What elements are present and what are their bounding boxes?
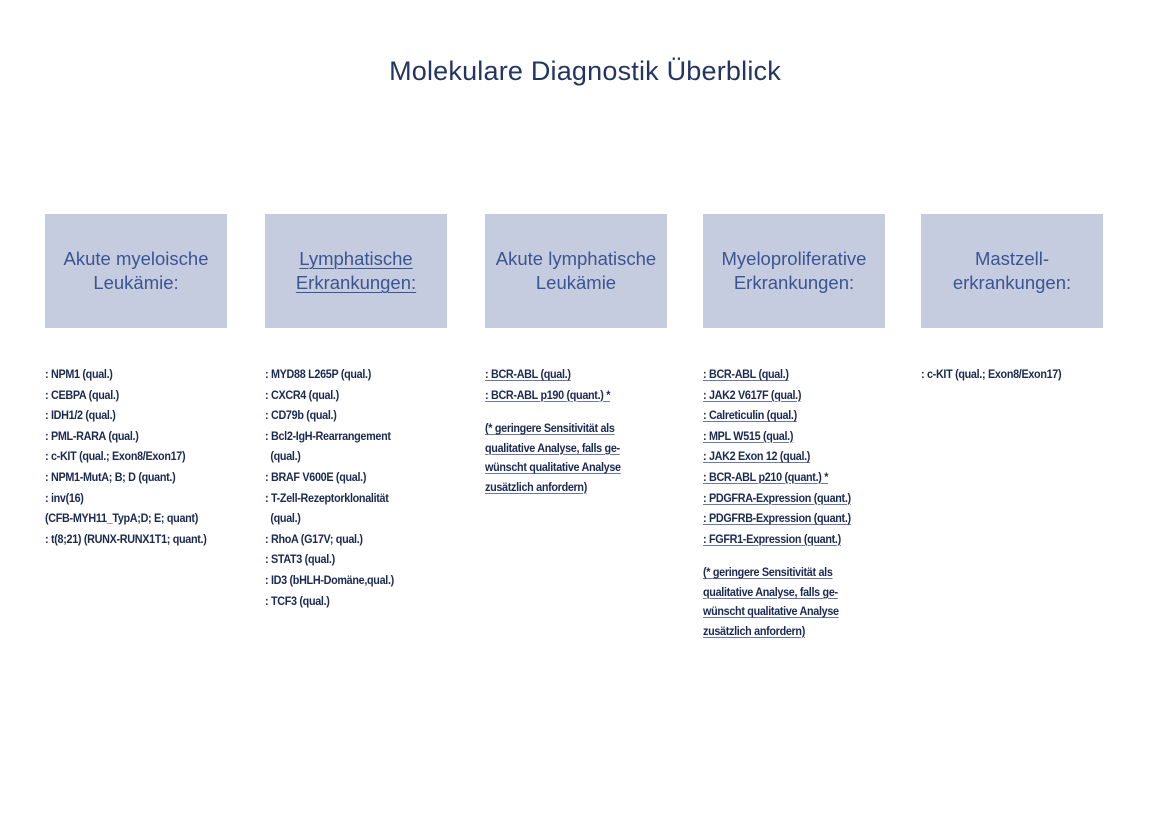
test-item[interactable]: : Calreticulin (qual.)	[703, 408, 797, 423]
test-item: : Bcl2-IgH-Rearrangement	[265, 428, 391, 443]
sensitivity-note	[485, 419, 685, 497]
note-line[interactable]: qualitative Analyse, falls ge-	[703, 584, 838, 599]
test-item: : NPM1 (qual.)	[45, 367, 113, 381]
test-item: : NPM1-MutA; B; D (quant.)	[45, 469, 176, 484]
category-column-lymphatic	[265, 214, 447, 611]
category-column-all	[485, 214, 667, 497]
note-line[interactable]: (* geringere Sensitivität als	[485, 421, 615, 436]
test-item: : TCF3 (qual.)	[265, 593, 330, 608]
test-item: : ID3 (bHLH-Domäne,qual.)	[265, 572, 394, 587]
category-column-aml	[45, 214, 227, 549]
test-item: : CEBPA (qual.)	[45, 387, 119, 402]
category-header-all: Akute lymphatische Leukämie	[495, 248, 657, 293]
note-line[interactable]: (* geringere Sensitivität als	[703, 565, 833, 580]
test-item[interactable]: : BCR-ABL p190 (quant.) *	[485, 387, 611, 402]
test-item[interactable]: : FGFR1-Expression (quant.)	[703, 531, 841, 546]
category-column-mastcell	[921, 214, 1103, 385]
note-line[interactable]: wünscht qualitative Analyse	[703, 604, 839, 619]
test-item: : BRAF V600E (qual.)	[265, 469, 367, 484]
test-item: : IDH1/2 (qual.)	[45, 408, 116, 423]
note-line[interactable]: qualitative Analyse, falls ge-	[485, 440, 620, 455]
test-list-mpn	[703, 364, 903, 549]
test-list-all	[485, 364, 685, 405]
test-item[interactable]: : JAK2 V617F (qual.)	[703, 387, 802, 402]
test-item[interactable]: : PDGFRA-Expression (quant.)	[703, 490, 851, 505]
test-list-aml	[45, 364, 245, 549]
test-item[interactable]: : PDGFRB-Expression (quant.)	[703, 511, 851, 526]
test-item: : c-KIT (qual.; Exon8/Exon17)	[921, 367, 1062, 381]
category-column-mpn	[703, 214, 885, 641]
category-header-box	[45, 214, 227, 328]
category-header-mpn: Myeloproliferative Erkrankungen:	[721, 248, 867, 293]
test-item: : PML-RARA (qual.)	[45, 428, 139, 443]
test-item: : MYD88 L265P (qual.)	[265, 367, 372, 381]
note-line[interactable]: zusätzlich anfordern)	[703, 623, 806, 638]
category-header-box	[265, 214, 447, 328]
test-item[interactable]: : JAK2 Exon 12 (qual.)	[703, 449, 811, 464]
test-item: (qual.)	[265, 449, 301, 464]
category-header-box	[921, 214, 1103, 328]
test-item: : RhoA (G17V; qual.)	[265, 531, 363, 546]
test-list-mastcell	[921, 364, 1121, 385]
test-item: : CXCR4 (qual.)	[265, 387, 339, 402]
test-item: : c-KIT (qual.; Exon8/Exon17)	[45, 449, 186, 464]
test-item: : STAT3 (qual.)	[265, 552, 335, 567]
test-item: : inv(16)	[45, 490, 84, 505]
sensitivity-note	[703, 563, 903, 641]
test-item: (qual.)	[265, 511, 301, 526]
test-item[interactable]: : BCR-ABL p210 (quant.) *	[703, 469, 829, 484]
category-header-mastcell: Mastzell- erkrankungen:	[952, 248, 1072, 293]
test-list-lymphatic	[265, 364, 465, 611]
category-header-lymphatic-link[interactable]: Lymphatische Erkrankungen:	[295, 248, 417, 293]
category-header-box	[703, 214, 885, 328]
page-title: Molekulare Diagnostik Überblick	[389, 56, 781, 86]
test-item[interactable]: : BCR-ABL (qual.)	[485, 367, 571, 381]
test-item[interactable]: : BCR-ABL (qual.)	[703, 367, 789, 381]
test-item[interactable]: : MPL W515 (qual.)	[703, 428, 794, 443]
test-item: : CD79b (qual.)	[265, 408, 337, 423]
test-item: : T-Zell-Rezeptorklonalität	[265, 490, 389, 505]
test-item: : t(8;21) (RUNX-RUNX1T1; quant.)	[45, 531, 207, 546]
note-line[interactable]: zusätzlich anfordern)	[485, 479, 588, 494]
test-item: (CFB-MYH11_TypA;D; E; quant)	[45, 511, 198, 526]
category-header-box	[485, 214, 667, 328]
note-line[interactable]: wünscht qualitative Analyse	[485, 460, 621, 475]
category-header-aml: Akute myeloische Leukämie:	[63, 248, 209, 293]
